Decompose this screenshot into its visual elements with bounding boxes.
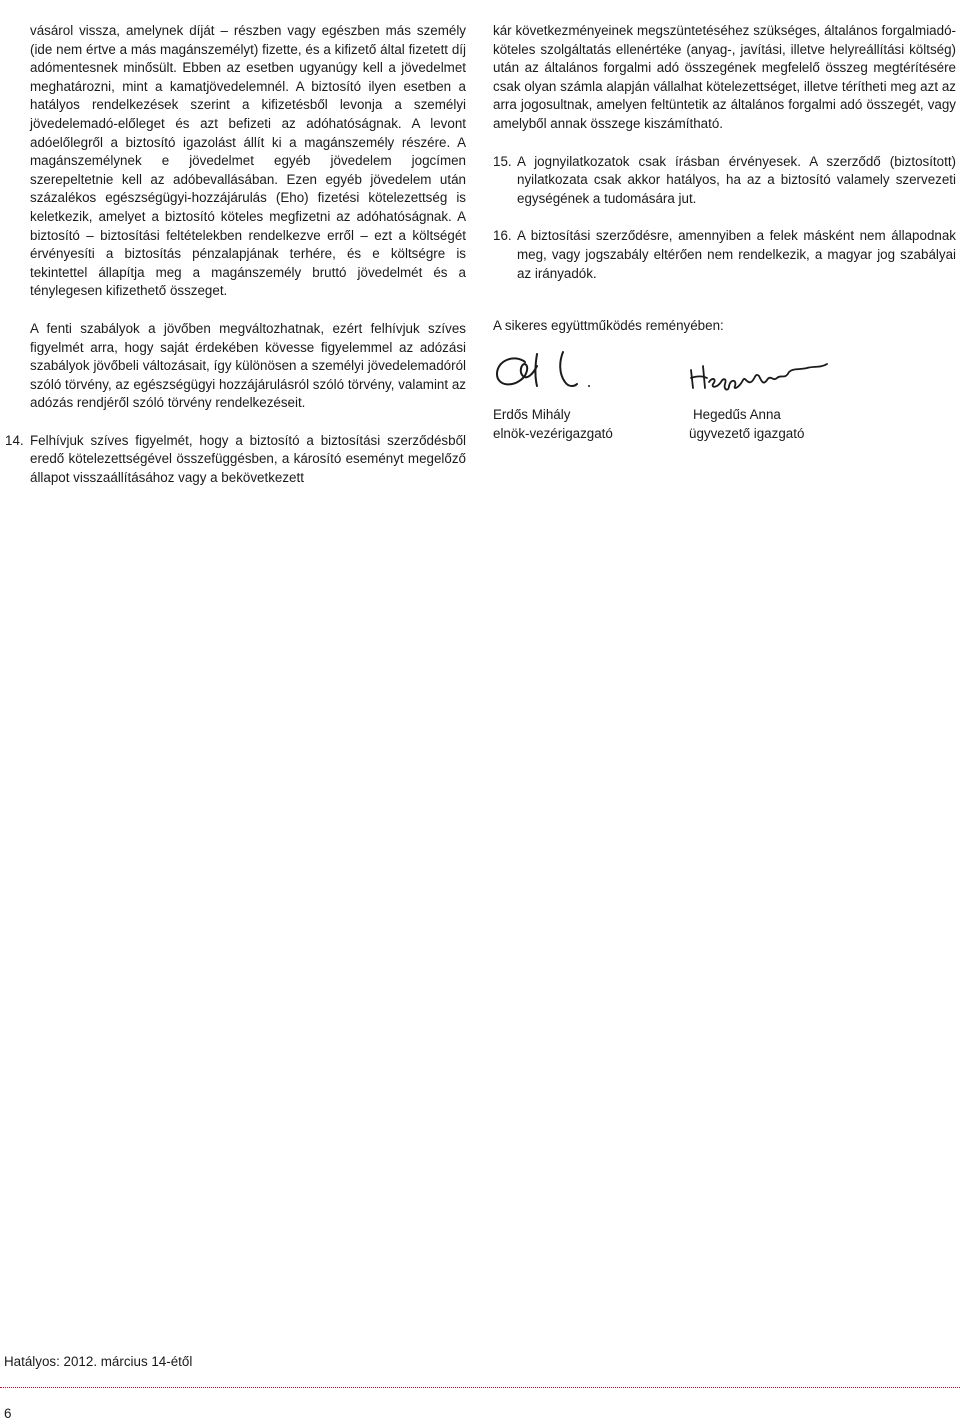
vat-paragraph: kár következményeinek megszüntetéséhez szükséges, általános forgalmiadó-köteles szolgáltatás ellenértéke (anyag-, javítási, illetve helyreállítási költség) után az általános forgalmi adó összegének megfelelő összeg megtérítésére csak olyan számla alapján vállalhat kötelezettséget, illetve térítheti meg azt az arra jogosultnak, amelyen feltüntetik az általános forgalmi adó összegét, vagy amelyből annak összege kiszámítható. xyxy=(493,23,956,131)
item-15 xyxy=(493,153,956,209)
item-16-text: A biztosítási szerződésre, amennyiben a felek másként nem állapodnak meg, vagy jogszabály eltérően nem rendelkezik, a magyar jog szabályai az irányadók. xyxy=(517,228,956,281)
item-15-text: A jognyilatkozatok csak írásban érvényesek. A szerződő (biztosított) nyilatkozata csak akkor hatályos, ha az a biztosító valamely szervezeti egységének a tudomására jut. xyxy=(517,153,956,206)
footer-divider xyxy=(0,1387,960,1388)
right-column xyxy=(493,22,956,460)
item-14-number: 14. xyxy=(5,432,24,448)
rules-change-paragraph: A fenti szabályok a jövőben megváltozhatnak, ezért felhívjuk szíves figyelmét arra, hogy saját érdekében kövesse figyelemmel az adózási szabályok jövőbeli változásait, így különösen a személyi jövedelemadóról szóló törvény, az egészségügyi hozzájárulásról szóló törvény, valamint az adózás rendjéről szóló törvény rendelkezéseit. xyxy=(30,320,466,411)
left-column xyxy=(5,22,466,488)
signatures xyxy=(493,348,956,460)
item-14 xyxy=(5,432,466,488)
md-name: Hegedűs Anna xyxy=(693,406,781,422)
tax-paragraph: vásárol vissza, amelynek díját – részben vagy egészben más személy (ide nem értve a más magánszemélyt) fizette, és a kifizető által fizetett díj adómentesnek minősült. Ebben az esetben ugyanúgy kell a jövedelmet meghatározni, mint a kamatjövedelemnél. A biztosító ilyen esetben a hatályos rendelkezések szerint a kifizetésből levonja a személyi jövedelemadó-előleget és azt befizeti az adóhatóságnak. A levont adóelőlegről a biztosító igazolást állít ki a magánszemély részére. A magánszemélynek e jövedelmet egyéb jövedelem jogcímen szerepeltetnie kell az adóbevallásában. Ezen egyéb jövedelem után százalékos egészségügyi-hozzájárulás (Eho) fizetési kötelezettség is keletkezik, amelyet a biztosító köteles megfizetni az adóhatóságnak. A biztosító – biztosítási feltételekben rendelkezve erről – ezt a költségét érvényesíti a biztosítás pénzalapjának terhére, és e költségre is tekintettel állapítja meg a magánszemély bruttó jövedelmét és a ténylegesen kifizethető összeget. xyxy=(30,23,466,299)
ceo-title: elnök-vezérigazgató xyxy=(493,425,613,441)
md-title: ügyvezető igazgató xyxy=(689,425,805,441)
signature-block-ceo xyxy=(493,348,643,441)
effective-date: Hatályos: 2012. március 14-étől xyxy=(4,1354,193,1369)
item-16 xyxy=(493,227,956,283)
signature-block-md xyxy=(689,348,869,441)
signature-image-ceo xyxy=(493,348,603,400)
item-15-number: 15. xyxy=(493,153,512,169)
page-number: 6 xyxy=(4,1406,12,1421)
closing-line: A sikeres együttműködés reményében: xyxy=(493,318,724,334)
item-14-text: Felhívjuk szíves figyelmét, hogy a biztosító a biztosítási szerződésből eredő kötelezettségével összefüggésben, a károsító eseményt megelőző állapot visszaállításához vagy a bekövetkezett xyxy=(30,432,466,486)
item-16-number: 16. xyxy=(493,228,512,244)
ceo-name: Erdős Mihály xyxy=(493,406,571,422)
signature-image-md xyxy=(689,358,829,398)
